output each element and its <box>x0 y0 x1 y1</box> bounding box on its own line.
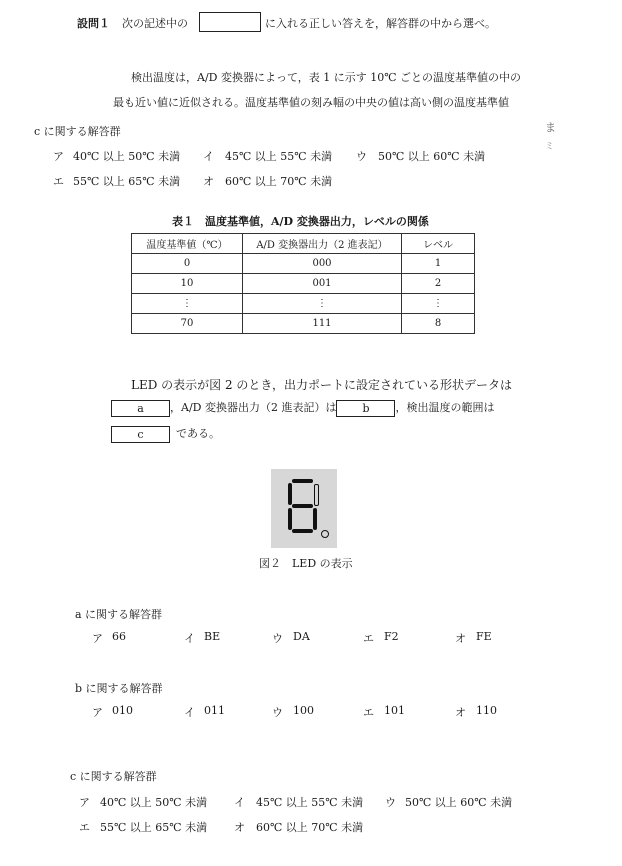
table-cell: 70 <box>132 314 243 334</box>
blank-box <box>199 12 261 32</box>
option-key: イ <box>184 632 195 645</box>
table-cell: 111 <box>243 314 402 334</box>
led-segment-b-off <box>314 484 319 506</box>
option-text: 110 <box>476 704 497 717</box>
option-key: ア <box>53 150 64 163</box>
table-cell: 000 <box>243 254 402 274</box>
passage-line-2: 最も近い値に近似される。温度基準値の刻み幅の中央の値は高い側の温度基準値 <box>113 96 509 109</box>
statement-mid-1: ，A/D 変換器出力（2 進表記）は <box>170 401 337 414</box>
option-text: 45℃ 以上 55℃ 未満 <box>225 150 333 163</box>
option-text: 55℃ 以上 65℃ 未満 <box>73 175 181 188</box>
blank-c: c <box>111 426 170 443</box>
blank-a: a <box>111 400 170 417</box>
option-key: イ <box>184 706 195 719</box>
option-key: エ <box>363 706 374 719</box>
led-segment-a <box>292 479 313 483</box>
blank-b: b <box>336 400 395 417</box>
table-row <box>132 274 475 294</box>
table-cell: ⋮ <box>402 294 475 314</box>
question-suffix: に入れる正しい答えを，解答群の中から選べ。 <box>265 17 496 30</box>
table-cell: ⋮ <box>132 294 243 314</box>
passage-line-1: 検出温度は，A/D 変換器によって，表 1 に示す 10℃ ごとの温度基準値の中の <box>131 71 522 84</box>
option-key: オ <box>203 175 214 188</box>
table-cell: 10 <box>132 274 243 294</box>
passage-fragment: ま <box>545 121 556 134</box>
table-cell: 0 <box>132 254 243 274</box>
option-text: 40℃ 以上 50℃ 未満 <box>73 150 181 163</box>
question-prefix: 次の記述中の <box>122 17 188 30</box>
option-key: ウ <box>356 150 367 163</box>
table-cell: 1 <box>402 254 475 274</box>
option-text: DA <box>293 630 310 643</box>
led-segment-d <box>292 529 313 533</box>
group-c-title: c に関する解答群 <box>70 770 157 783</box>
table-row <box>132 314 475 334</box>
table1 <box>131 233 475 334</box>
table-cell: 8 <box>402 314 475 334</box>
statement-mid-2: ，検出温度の範囲は <box>395 401 495 414</box>
question-number: 設問１ <box>77 17 110 30</box>
option-key: ア <box>79 796 90 809</box>
led-segment-c <box>313 508 317 530</box>
table-header-row <box>132 234 475 254</box>
table1-caption: 表１ 温度基準値，A/D 変換器出力，レベルの関係 <box>172 215 429 228</box>
option-key: エ <box>363 632 374 645</box>
statement-line-3 <box>111 425 220 443</box>
led-display <box>271 469 337 548</box>
option-key: オ <box>455 706 466 719</box>
option-text: 50℃ 以上 60℃ 未満 <box>378 150 486 163</box>
ghost-group-c-title: c に関する解答群 <box>34 125 121 138</box>
option-key: ウ <box>272 706 283 719</box>
option-text: FE <box>476 630 492 643</box>
option-text: 50℃ 以上 60℃ 未満 <box>405 796 513 809</box>
led-segment-g <box>292 504 313 508</box>
table-row <box>132 254 475 274</box>
option-text: 101 <box>384 704 405 717</box>
figure2-caption: 図２ LED の表示 <box>259 557 353 570</box>
option-key: イ <box>203 150 214 163</box>
option-text: 40℃ 以上 50℃ 未満 <box>100 796 208 809</box>
table-row <box>132 294 475 314</box>
option-text: 55℃ 以上 65℃ 未満 <box>100 821 208 834</box>
led-segment-e <box>288 508 292 530</box>
option-key: ア <box>92 632 103 645</box>
option-text: 010 <box>112 704 133 717</box>
option-text: BE <box>204 630 221 643</box>
statement-line-1: LED の表示が図 2 のとき，出力ポートに設定されている形状データは <box>131 378 512 392</box>
table-cell: 001 <box>243 274 402 294</box>
option-text: 45℃ 以上 55℃ 未満 <box>256 796 364 809</box>
option-text: 60℃ 以上 70℃ 未満 <box>256 821 364 834</box>
passage-fragment-2: ミ <box>545 142 555 152</box>
table-header: 温度基準値（℃） <box>132 234 243 254</box>
group-a-title: a に関する解答群 <box>75 608 163 621</box>
option-text: 100 <box>293 704 314 717</box>
option-key: エ <box>79 821 90 834</box>
option-key: オ <box>455 632 466 645</box>
option-key: エ <box>53 175 64 188</box>
table-header: A/D 変換器出力（2 進表記） <box>243 234 402 254</box>
option-key: イ <box>234 796 245 809</box>
table-cell: 2 <box>402 274 475 294</box>
table-header: レベル <box>402 234 475 254</box>
option-text: 60℃ 以上 70℃ 未満 <box>225 175 333 188</box>
option-key: ウ <box>272 632 283 645</box>
option-text: F2 <box>384 630 399 643</box>
option-key: オ <box>234 821 245 834</box>
statement-line-2 <box>111 399 494 417</box>
led-segment-f <box>288 483 292 505</box>
table-cell: ⋮ <box>243 294 402 314</box>
option-text: 011 <box>204 704 225 717</box>
statement-end: である。 <box>176 427 220 440</box>
option-text: 66 <box>112 630 126 643</box>
led-decimal-point <box>321 530 329 538</box>
group-b-title: b に関する解答群 <box>75 682 163 695</box>
option-key: ア <box>92 706 103 719</box>
option-key: ウ <box>385 796 396 809</box>
